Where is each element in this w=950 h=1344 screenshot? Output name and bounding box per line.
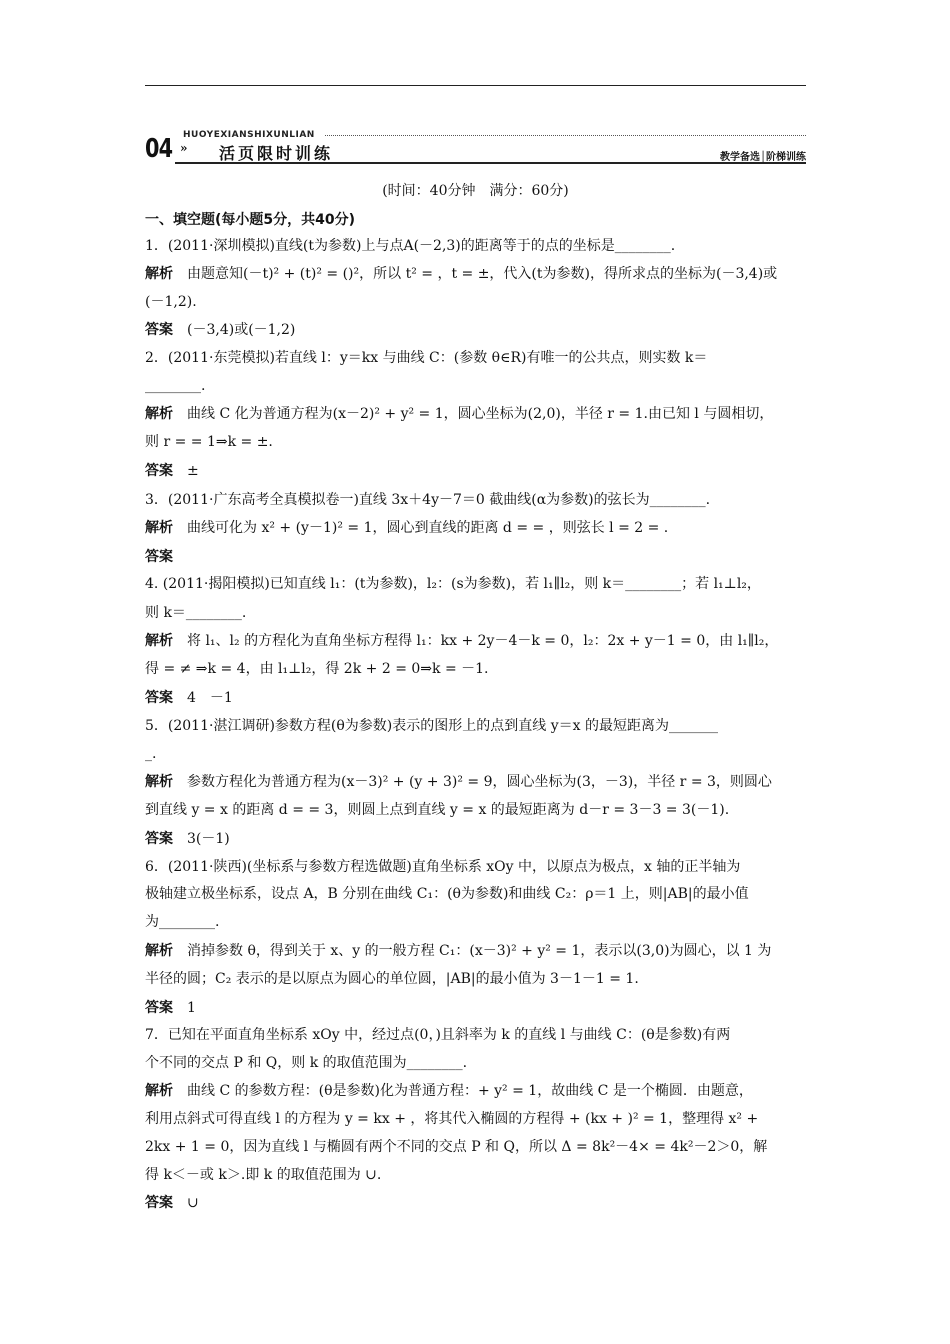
text-line xyxy=(145,969,806,989)
analysis-label: 解析 xyxy=(145,266,173,282)
line-text: 利用点斜式可得直线 l 的方程为 y = kx + ，将其代入椭圆的方程得 + (kx + )² = 1，整理得 x² + xyxy=(145,1111,759,1127)
answer-line xyxy=(145,688,806,708)
answer-line xyxy=(145,829,806,849)
section-heading: 一、填空题(每小题5分，共40分) xyxy=(145,212,356,228)
line-text: 到直线 y = x 的距离 d = = 3，则圆上点到直线 y = x 的最短距离为 d－r = 3－3 = 3(－1). xyxy=(145,802,730,818)
answer-label: 答案 xyxy=(145,831,173,847)
analysis-label: 解析 xyxy=(145,633,173,649)
answer-label: 答案 xyxy=(145,463,173,479)
analysis-line xyxy=(145,518,806,538)
answer-line xyxy=(145,1193,806,1213)
top-rule xyxy=(145,85,806,86)
section-title: 活页限时训练 xyxy=(219,144,334,163)
answer-label: 答案 xyxy=(145,690,173,706)
text-line xyxy=(145,1109,806,1129)
text-line xyxy=(145,292,806,312)
text-line xyxy=(145,376,806,396)
banner-right-label: 教学备选│阶梯训练 xyxy=(719,152,806,163)
line-text: ________. xyxy=(145,378,206,394)
text-line xyxy=(145,236,806,256)
chevron-icon: » xyxy=(180,141,188,155)
line-text: 4 －1 xyxy=(187,690,233,706)
analysis-line xyxy=(145,941,806,961)
text-line xyxy=(145,716,806,736)
answer-line xyxy=(145,547,806,567)
answer-label: 答案 xyxy=(145,1195,173,1211)
text-line xyxy=(145,1025,806,1045)
time-score-line: (时间：40分钟 满分：60分) xyxy=(382,183,569,199)
answer-label: 答案 xyxy=(145,322,173,338)
line-text: (－3,4)或(－1,2) xyxy=(187,322,296,338)
line-text: ∪ xyxy=(187,1195,199,1211)
analysis-label: 解析 xyxy=(145,774,173,790)
line-text: 曲线可化为 x² + (y－1)² = 1，圆心到直线的距离 d = = ，则弦长 l = 2 = . xyxy=(187,520,669,536)
analysis-label: 解析 xyxy=(145,406,173,422)
line-text: 极轴建立极坐标系，设点 A，B 分别在曲线 C₁：(θ为参数)和曲线 C₂：ρ＝1 上，则|AB|的最小值 xyxy=(145,886,749,902)
line-text: 2kx + 1 = 0，因为直线 l 与椭圆有两个不同的交点 P 和 Q，所以 Δ = 8k²－4× = 4k²－2＞0，解 xyxy=(145,1139,768,1155)
line-text: 7．已知在平面直角坐标系 xOy 中，经过点(0，)且斜率为 k 的直线 l 与曲线 C：(θ是参数)有两 xyxy=(145,1027,731,1043)
analysis-label: 解析 xyxy=(145,943,173,959)
banner-pinyin: HUOYEXIANSHIXUNLIAN xyxy=(183,130,315,140)
line-text: (－1,2). xyxy=(145,294,197,310)
line-text: 1 xyxy=(187,1000,196,1016)
line-text: 5．(2011·湛江调研)参数方程(θ为参数)表示的图形上的点到直线 y＝x 的最短距离为_______ xyxy=(145,718,718,734)
text-line xyxy=(145,1165,806,1185)
text-line xyxy=(145,857,806,877)
line-text: 得 k＜－或 k＞.即 k 的取值范围为 ∪. xyxy=(145,1167,382,1183)
line-text: 曲线 C 化为普通方程为(x－2)² + y² = 1，圆心坐标为(2,0)，半径 r = 1.由已知 l 与圆相切， xyxy=(187,406,774,422)
line-text: 得 = ≠ ⇒k = 4，由 l₁⊥l₂，得 2k + 2 = 0⇒k = －1. xyxy=(145,661,489,677)
text-line xyxy=(145,348,806,368)
line-text: 半径的圆；C₂ 表示的是以原点为圆心的单位圆，|AB|的最小值为 3－1－1 = 1. xyxy=(145,971,639,987)
line-text: 1．(2011·深圳模拟)直线(t为参数)上与点A(－2,3)的距离等于的点的坐标是________. xyxy=(145,238,676,254)
text-line xyxy=(145,574,806,594)
text-line xyxy=(145,884,806,904)
text-line xyxy=(145,490,806,510)
line-text: 由题意知(－t)² + (t)² = ()²，所以 t² = ，t = ±，代入(t为参数)，得所求点的坐标为(－3,4)或 xyxy=(187,266,778,282)
line-text: 4. (2011·揭阳模拟)已知直线 l₁：(t为参数)，l₂：(s为参数)，若 l₁∥l₂，则 k＝________；若 l₁⊥l₂， xyxy=(145,576,761,592)
text-line xyxy=(145,912,806,932)
analysis-label: 解析 xyxy=(145,1083,173,1099)
text-line xyxy=(145,659,806,679)
line-text: 6．(2011·陕西)(坐标系与参数方程选做题)直角坐标系 xOy 中，以原点为极点，x 轴的正半轴为 xyxy=(145,859,741,875)
analysis-line xyxy=(145,772,806,792)
line-text: 则 r = = 1⇒k = ±. xyxy=(145,434,273,450)
answer-line xyxy=(145,461,806,481)
line-text: 则 k＝________. xyxy=(145,605,247,621)
answer-line xyxy=(145,320,806,340)
section-banner xyxy=(145,128,806,164)
analysis-line xyxy=(145,404,806,424)
text-line xyxy=(145,432,806,452)
banner-dotted-line xyxy=(325,135,806,136)
answer-line xyxy=(145,998,806,1018)
text-line xyxy=(145,1053,806,1073)
answer-label: 答案 xyxy=(145,1000,173,1016)
line-text: 3．(2011·广东高考全真模拟卷一)直线 3x＋4y－7＝0 截曲线(α为参数)的弦长为________. xyxy=(145,492,711,508)
answer-label: 答案 xyxy=(145,549,173,565)
line-text: 个不同的交点 P 和 Q，则 k 的取值范围为________. xyxy=(145,1055,468,1071)
section-number: 04 xyxy=(145,134,173,164)
line-text: 为________. xyxy=(145,914,220,930)
banner-underline xyxy=(175,162,806,164)
text-line xyxy=(145,744,806,764)
analysis-label: 解析 xyxy=(145,520,173,536)
text-line xyxy=(145,1137,806,1157)
analysis-line xyxy=(145,631,806,651)
text-line xyxy=(145,603,806,623)
line-text: 消掉参数 θ，得到关于 x、y 的一般方程 C₁：(x－3)² + y² = 1，表示以(3,0)为圆心，以 1 为 xyxy=(187,943,772,959)
line-text: 3(－1) xyxy=(187,831,230,847)
analysis-line xyxy=(145,264,806,284)
line-text: 2．(2011·东莞模拟)若直线 l：y＝kx 与曲线 C：(参数 θ∈R)有唯一的公共点，则实数 k＝ xyxy=(145,350,708,366)
line-text: _. xyxy=(145,746,157,762)
line-text: ± xyxy=(187,463,199,479)
text-line xyxy=(145,800,806,820)
line-text: 将 l₁、l₂ 的方程化为直角坐标方程得 l₁：kx + 2y－4－k = 0，l₂：2x + y－1 = 0，由 l₁∥l₂， xyxy=(187,633,779,649)
line-text: 参数方程化为普通方程为(x－3)² + (y + 3)² = 9，圆心坐标为(3，－3)，半径 r = 3，则圆心 xyxy=(187,774,772,790)
analysis-line xyxy=(145,1081,806,1101)
line-text: 曲线 C 的参数方程：(θ是参数)化为普通方程：+ y² = 1，故曲线 C 是一个椭圆．由题意， xyxy=(187,1083,753,1099)
